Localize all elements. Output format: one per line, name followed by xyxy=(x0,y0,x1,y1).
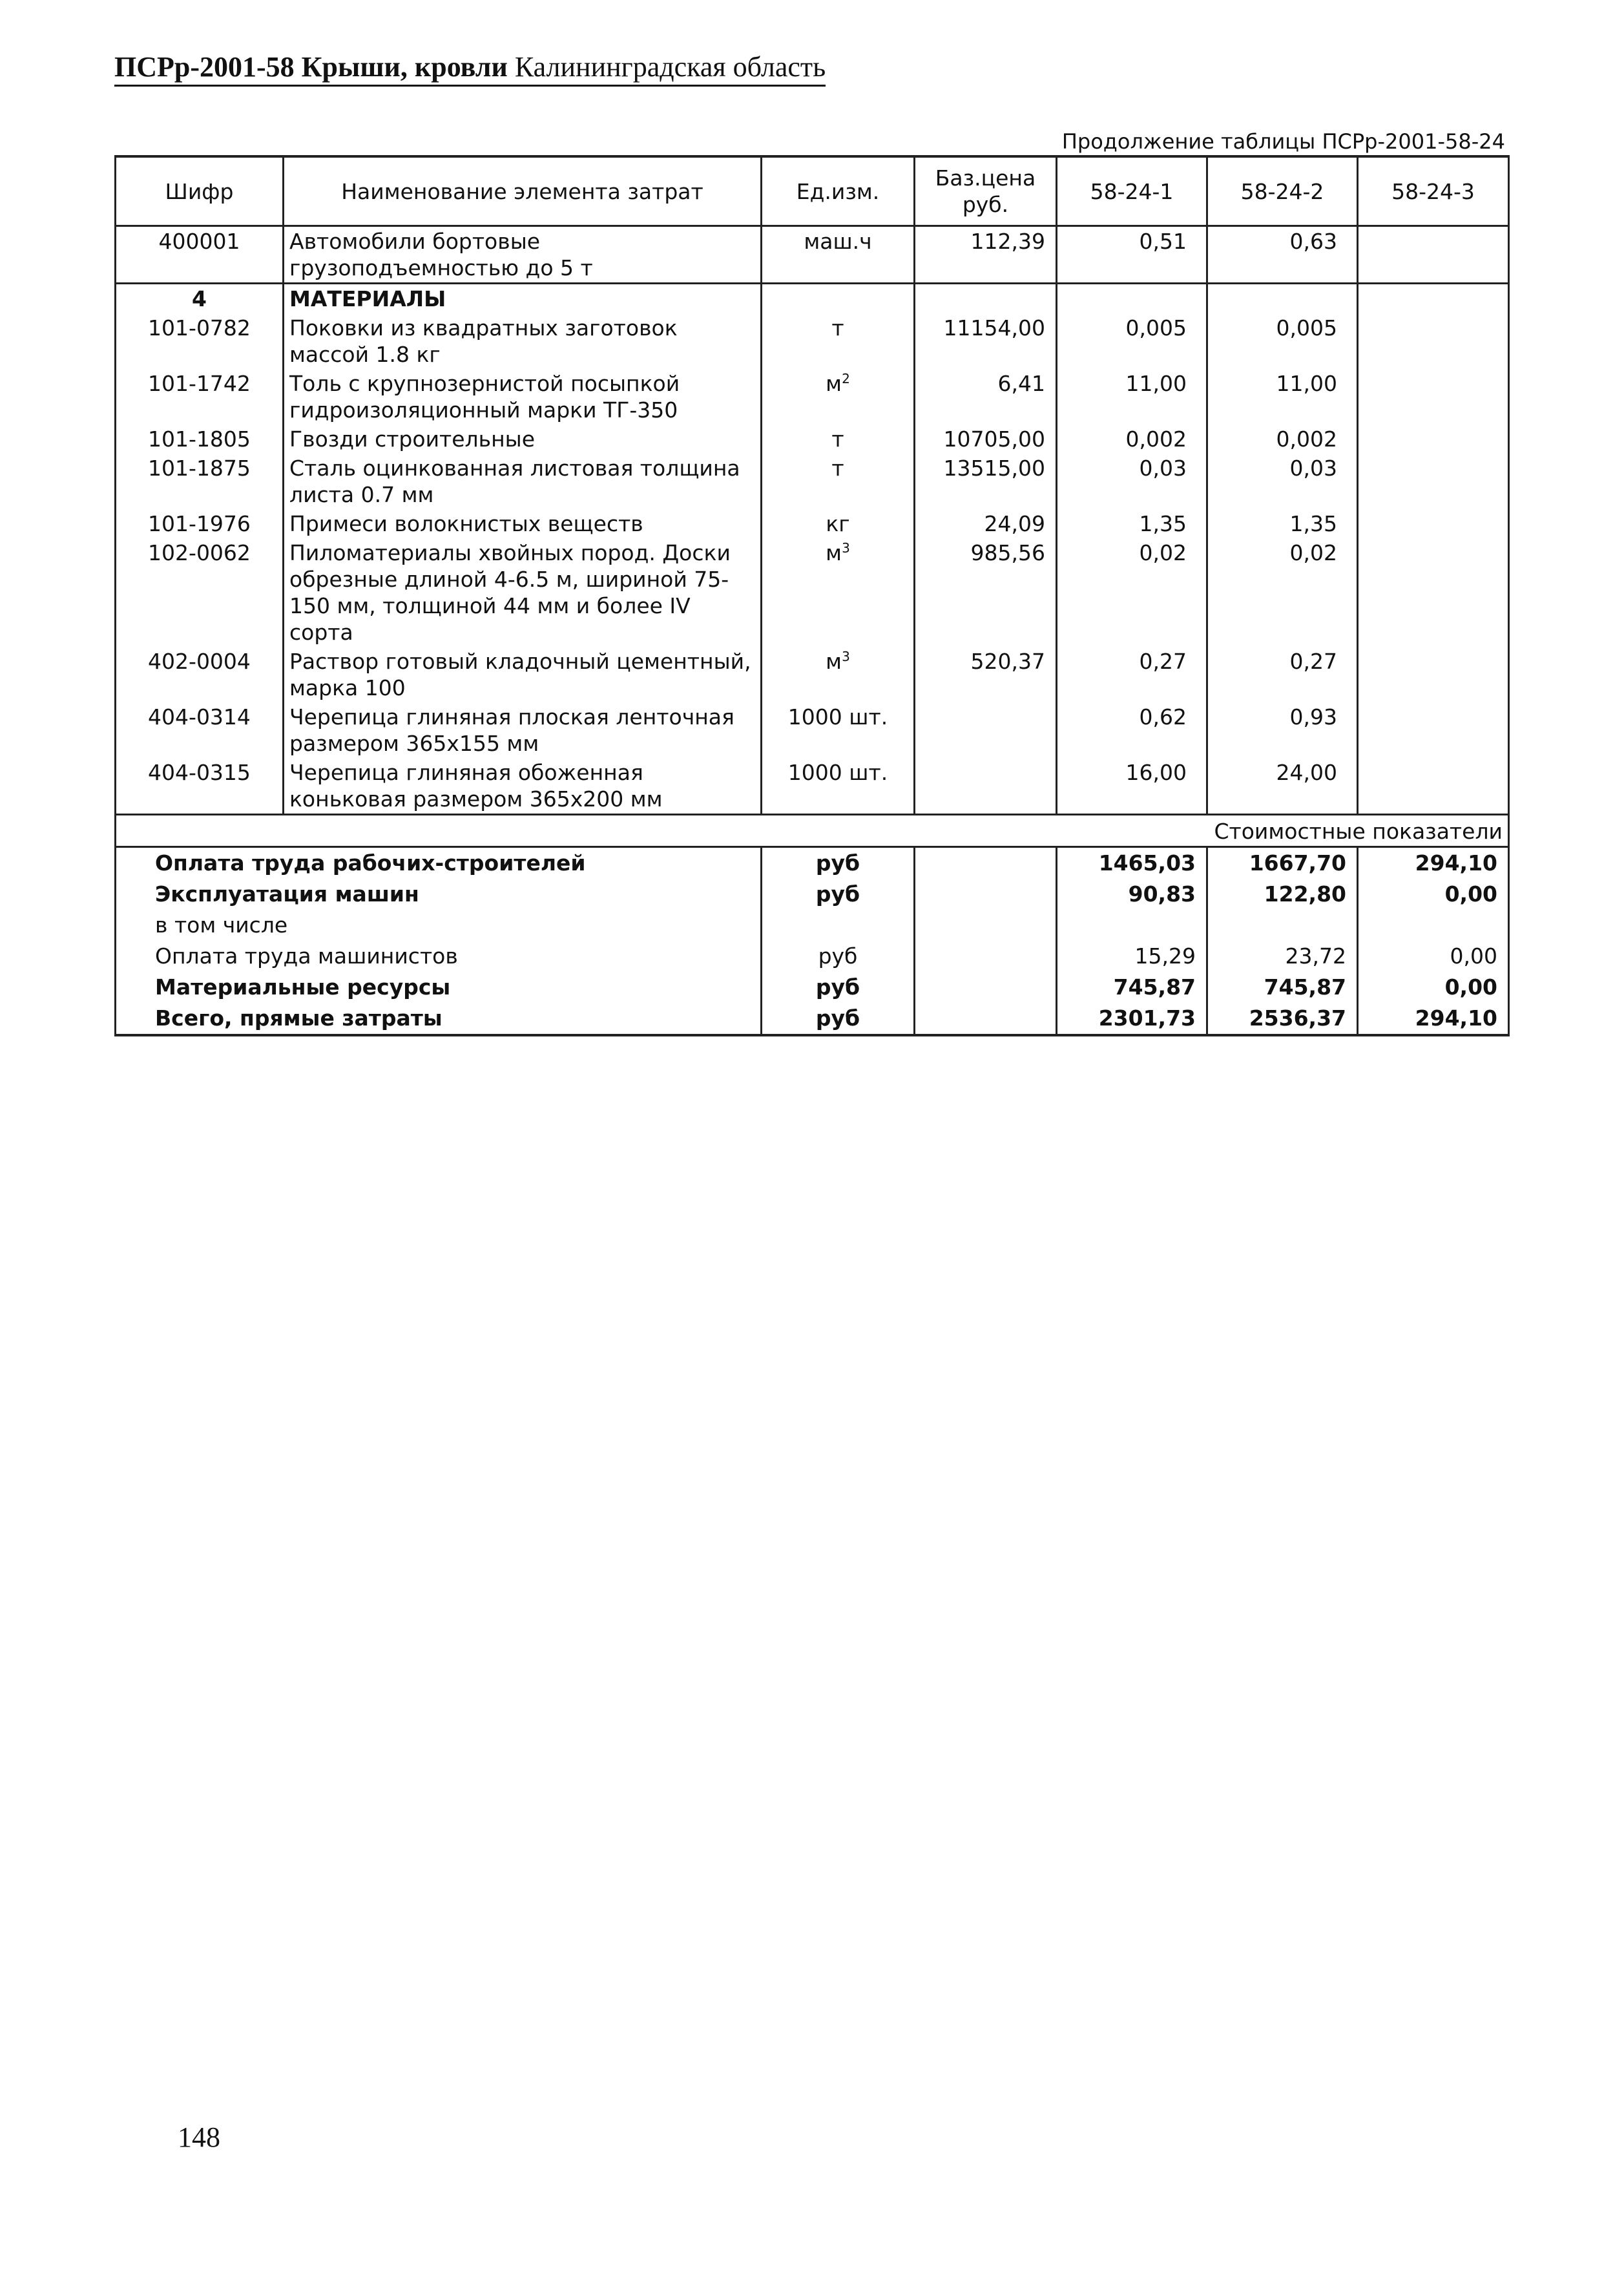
unit-text: 1000 шт. xyxy=(787,704,888,730)
summary-empty-cell xyxy=(915,847,1057,879)
value-58-24-1-cell: 0,005 xyxy=(1057,313,1207,369)
summary-empty-cell xyxy=(915,941,1057,972)
value-58-24-3-cell xyxy=(1358,369,1509,425)
unit-cell xyxy=(762,425,915,454)
unit-text: кг xyxy=(826,511,850,536)
region-name: Калининградская область xyxy=(514,51,826,83)
summary-label: Оплата труда рабочих-строителей xyxy=(116,847,762,879)
price-cell xyxy=(915,758,1057,815)
summary-label: в том числе xyxy=(116,910,762,941)
unit-cell xyxy=(762,313,915,369)
value-58-24-3-cell xyxy=(1358,284,1509,314)
table-row xyxy=(116,425,1509,454)
summary-label: Материальные ресурсы xyxy=(116,972,762,1003)
code-cell: 101-1805 xyxy=(116,425,284,454)
summary-row xyxy=(116,847,1509,879)
value-58-24-2-cell: 0,03 xyxy=(1207,454,1358,509)
summary-value-58-24-1: 1465,03 xyxy=(1057,847,1207,879)
value-58-24-1-cell: 0,27 xyxy=(1057,647,1207,702)
summary-value-58-24-1: 2301,73 xyxy=(1057,1003,1207,1035)
column-header: 58-24-2 xyxy=(1207,156,1358,226)
value-58-24-3-cell xyxy=(1358,425,1509,454)
cost-indicators-label: Стоимостные показатели xyxy=(116,815,1509,847)
summary-row xyxy=(116,941,1509,972)
summary-row xyxy=(116,879,1509,910)
unit-cell xyxy=(762,369,915,425)
summary-value-58-24-3: 294,10 xyxy=(1358,1003,1509,1035)
value-58-24-3-cell xyxy=(1358,647,1509,702)
summary-unit: руб xyxy=(762,879,915,910)
value-58-24-1-cell: 1,35 xyxy=(1057,509,1207,538)
price-cell: 6,41 xyxy=(915,369,1057,425)
summary-unit: руб xyxy=(762,972,915,1003)
value-58-24-3-cell xyxy=(1358,226,1509,284)
summary-unit: руб xyxy=(762,847,915,879)
value-58-24-3-cell xyxy=(1358,313,1509,369)
table-row xyxy=(116,647,1509,702)
summary-empty-cell xyxy=(915,910,1057,941)
table-header-row xyxy=(116,156,1509,226)
table-continuation-caption: Продолжение таблицы ПСРр-2001-58-24 xyxy=(1061,129,1505,154)
price-cell xyxy=(915,702,1057,758)
unit-superscript: 3 xyxy=(842,540,850,556)
unit-cell xyxy=(762,758,915,815)
value-58-24-3-cell xyxy=(1358,758,1509,815)
code-cell: 102-0062 xyxy=(116,538,284,647)
name-cell: Черепица глиняная плоская ленточная размером 365x155 мм xyxy=(284,702,762,758)
unit-cell xyxy=(762,226,915,284)
summary-value-58-24-3 xyxy=(1358,910,1509,941)
name-cell: Черепица глиняная обоженная коньковая размером 365x200 мм xyxy=(284,758,762,815)
summary-row xyxy=(116,910,1509,941)
name-cell: Гвозди строительные xyxy=(284,425,762,454)
name-cell: Раствор готовый кладочный цементный, марка 100 xyxy=(284,647,762,702)
summary-row xyxy=(116,972,1509,1003)
price-cell: 24,09 xyxy=(915,509,1057,538)
table-row xyxy=(116,758,1509,815)
value-58-24-1-cell: 0,02 xyxy=(1057,538,1207,647)
summary-value-58-24-2 xyxy=(1207,910,1358,941)
summary-value-58-24-2: 23,72 xyxy=(1207,941,1358,972)
value-58-24-1-cell: 11,00 xyxy=(1057,369,1207,425)
summary-value-58-24-2: 2536,37 xyxy=(1207,1003,1358,1035)
unit-text: м xyxy=(826,371,842,396)
column-header: Баз.цена руб. xyxy=(915,156,1057,226)
summary-value-58-24-1 xyxy=(1057,910,1207,941)
value-58-24-2-cell: 24,00 xyxy=(1207,758,1358,815)
summary-value-58-24-1: 745,87 xyxy=(1057,972,1207,1003)
summary-value-58-24-3: 0,00 xyxy=(1358,879,1509,910)
unit-cell xyxy=(762,647,915,702)
table-row xyxy=(116,538,1509,647)
value-58-24-1-cell: 0,03 xyxy=(1057,454,1207,509)
value-58-24-3-cell xyxy=(1358,702,1509,758)
code-cell: 402-0004 xyxy=(116,647,284,702)
section-row xyxy=(116,284,1509,314)
table-row xyxy=(116,369,1509,425)
price-cell: 520,37 xyxy=(915,647,1057,702)
summary-empty-cell xyxy=(915,972,1057,1003)
code-cell: 404-0314 xyxy=(116,702,284,758)
code-cell: 101-1742 xyxy=(116,369,284,425)
table-row xyxy=(116,226,1509,284)
summary-value-58-24-3: 0,00 xyxy=(1358,941,1509,972)
value-58-24-1-cell: 16,00 xyxy=(1057,758,1207,815)
price-cell xyxy=(915,284,1057,314)
value-58-24-2-cell: 0,02 xyxy=(1207,538,1358,647)
unit-text: т xyxy=(831,315,844,341)
summary-value-58-24-2: 122,80 xyxy=(1207,879,1358,910)
unit-cell xyxy=(762,284,915,314)
summary-unit xyxy=(762,910,915,941)
summary-unit: руб xyxy=(762,941,915,972)
unit-text: м xyxy=(826,649,842,674)
value-58-24-2-cell: 0,93 xyxy=(1207,702,1358,758)
unit-cell xyxy=(762,702,915,758)
unit-text: м xyxy=(826,540,842,565)
value-58-24-1-cell xyxy=(1057,284,1207,314)
value-58-24-2-cell: 11,00 xyxy=(1207,369,1358,425)
value-58-24-2-cell: 1,35 xyxy=(1207,509,1358,538)
value-58-24-2-cell xyxy=(1207,284,1358,314)
cost-indicators-row xyxy=(116,815,1509,847)
summary-value-58-24-1: 90,83 xyxy=(1057,879,1207,910)
value-58-24-2-cell: 0,27 xyxy=(1207,647,1358,702)
code-cell: 101-1976 xyxy=(116,509,284,538)
table-body xyxy=(116,226,1509,1036)
name-cell: Автомобили бортовые грузоподъемностью до 5 т xyxy=(284,226,762,284)
price-table xyxy=(114,155,1510,1036)
unit-superscript: 3 xyxy=(842,649,850,664)
page-number: 148 xyxy=(178,2121,220,2153)
code-cell: 400001 xyxy=(116,226,284,284)
table-row xyxy=(116,509,1509,538)
summary-value-58-24-2: 1667,70 xyxy=(1207,847,1358,879)
summary-value-58-24-2: 745,87 xyxy=(1207,972,1358,1003)
summary-label: Оплата труда машинистов xyxy=(116,941,762,972)
value-58-24-2-cell: 0,63 xyxy=(1207,226,1358,284)
summary-empty-cell xyxy=(915,1003,1057,1035)
summary-label: Эксплуатация машин xyxy=(116,879,762,910)
unit-cell xyxy=(762,454,915,509)
value-58-24-1-cell: 0,002 xyxy=(1057,425,1207,454)
name-cell: Сталь оцинкованная листовая толщина листа 0.7 мм xyxy=(284,454,762,509)
unit-text: т xyxy=(831,456,844,481)
unit-text: 1000 шт. xyxy=(787,760,888,785)
column-header: Шифр xyxy=(116,156,284,226)
value-58-24-1-cell: 0,62 xyxy=(1057,702,1207,758)
unit-superscript: 2 xyxy=(842,371,850,386)
value-58-24-2-cell: 0,002 xyxy=(1207,425,1358,454)
value-58-24-3-cell xyxy=(1358,454,1509,509)
price-cell: 11154,00 xyxy=(915,313,1057,369)
unit-text: т xyxy=(831,426,844,452)
unit-cell xyxy=(762,538,915,647)
name-cell: Пиломатериалы хвойных пород. Доски обрезные длиной 4-6.5 м, шириной 75-150 мм, толщиной 44 мм и более IV сорта xyxy=(284,538,762,647)
name-cell: МАТЕРИАЛЫ xyxy=(284,284,762,314)
price-cell: 10705,00 xyxy=(915,425,1057,454)
summary-value-58-24-1: 15,29 xyxy=(1057,941,1207,972)
document-code-title: ПСРр-2001-58 Крыши, кровли xyxy=(114,51,508,83)
name-cell: Толь с крупнозернистой посыпкой гидроизоляционный марки ТГ-350 xyxy=(284,369,762,425)
code-cell: 404-0315 xyxy=(116,758,284,815)
summary-value-58-24-3: 0,00 xyxy=(1358,972,1509,1003)
summary-value-58-24-3: 294,10 xyxy=(1358,847,1509,879)
table-row xyxy=(116,313,1509,369)
value-58-24-2-cell: 0,005 xyxy=(1207,313,1358,369)
code-cell: 101-1875 xyxy=(116,454,284,509)
code-cell: 4 xyxy=(116,284,284,314)
unit-cell xyxy=(762,509,915,538)
price-cell: 985,56 xyxy=(915,538,1057,647)
summary-unit: руб xyxy=(762,1003,915,1035)
summary-empty-cell xyxy=(915,879,1057,910)
name-cell: Примеси волокнистых веществ xyxy=(284,509,762,538)
price-cell: 112,39 xyxy=(915,226,1057,284)
price-cell: 13515,00 xyxy=(915,454,1057,509)
column-header: Ед.изм. xyxy=(762,156,915,226)
value-58-24-3-cell xyxy=(1358,509,1509,538)
unit-text: маш.ч xyxy=(804,229,872,254)
value-58-24-1-cell: 0,51 xyxy=(1057,226,1207,284)
summary-label: Всего, прямые затраты xyxy=(116,1003,762,1035)
code-cell: 101-0782 xyxy=(116,313,284,369)
summary-row xyxy=(116,1003,1509,1035)
value-58-24-3-cell xyxy=(1358,538,1509,647)
table-row xyxy=(116,702,1509,758)
table-row xyxy=(116,454,1509,509)
page-header xyxy=(114,50,826,87)
column-header: 58-24-1 xyxy=(1057,156,1207,226)
column-header: 58-24-3 xyxy=(1358,156,1509,226)
name-cell: Поковки из квадратных заготовок массой 1.8 кг xyxy=(284,313,762,369)
column-header: Наименование элемента затрат xyxy=(284,156,762,226)
